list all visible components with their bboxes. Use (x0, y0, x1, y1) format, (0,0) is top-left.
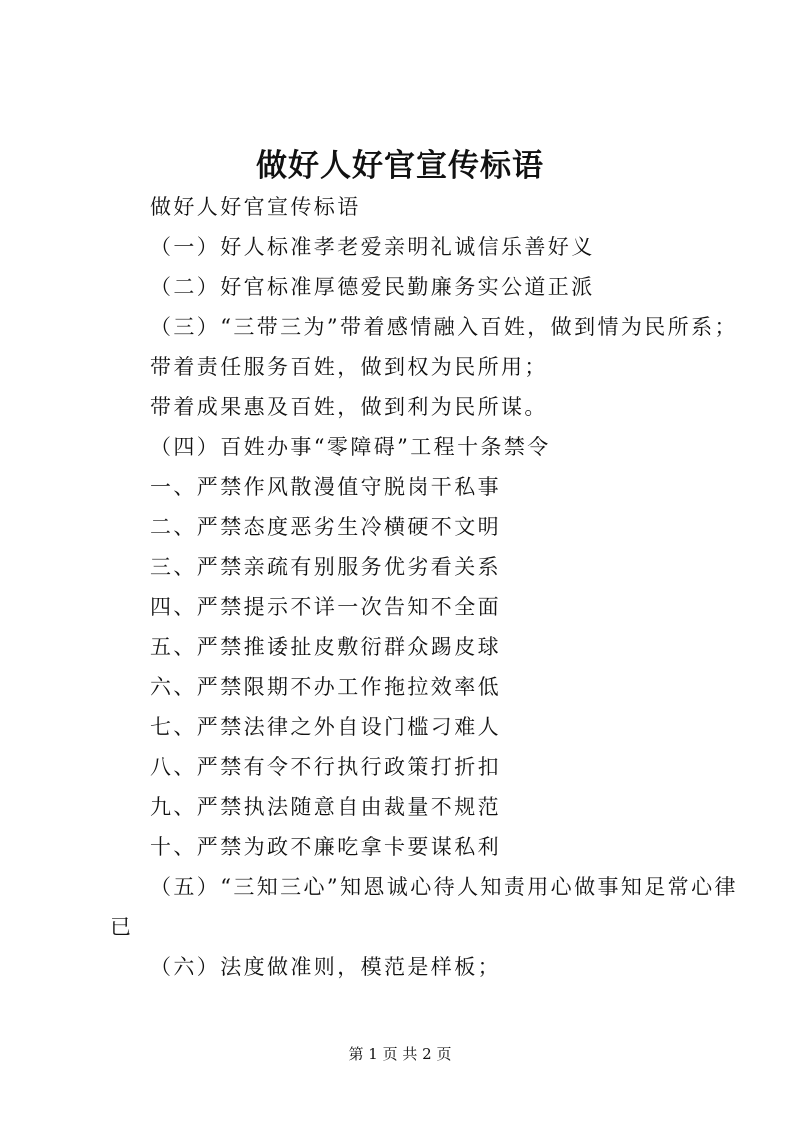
body-line-law-standard: （六）法度做准则，模范是样板； (150, 955, 501, 979)
body-line-three-knows: （五）“三知三心”知恩诚心待人知责用心做事知足常心律 (150, 875, 738, 899)
document-title: 做好人好官宣传标语 (256, 148, 544, 184)
prohibition-item-9: 九、严禁执法随意自由裁量不规范 (150, 795, 501, 819)
prohibition-item-3: 三、严禁亲疏有别服务优劣看关系 (150, 555, 501, 579)
prohibition-item-1: 一、严禁作风散漫值守脱岗干私事 (150, 475, 501, 499)
prohibition-item-5: 五、严禁推诿扯皮敷衍群众踢皮球 (150, 635, 501, 659)
body-line-results: 带着成果惠及百姓，做到利为民所谋。 (150, 395, 548, 419)
body-line-subtitle: 做好人好官宣传标语 (150, 195, 361, 219)
prohibition-item-8: 八、严禁有令不行执行政策打折扣 (150, 755, 501, 779)
prohibition-item-7: 七、严禁法律之外自设门槛刁难人 (150, 715, 501, 739)
page-footer: 第 1 页 共 2 页 (348, 1045, 452, 1063)
body-line-good-official-standard: （二）好官标准厚德爱民勤廉务实公道正派 (150, 275, 595, 299)
body-line-three-knows-continued: 已 (110, 915, 134, 939)
body-line-three-brings: （三）“三带三为”带着感情融入百姓，做到情为民所系； (150, 315, 738, 339)
body-line-good-person-standard: （一）好人标准孝老爱亲明礼诚信乐善好义 (150, 235, 595, 259)
body-line-responsibility: 带着责任服务百姓，做到权为民所用； (150, 355, 548, 379)
prohibition-item-4: 四、严禁提示不详一次告知不全面 (150, 595, 501, 619)
body-line-ten-prohibitions-heading: （四）百姓办事“零障碍”工程十条禁令 (150, 435, 551, 459)
prohibition-item-10: 十、严禁为政不廉吃拿卡要谋私利 (150, 835, 501, 859)
prohibition-item-6: 六、严禁限期不办工作拖拉效率低 (150, 675, 501, 699)
prohibition-item-2: 二、严禁态度恶劣生冷横硬不文明 (150, 515, 501, 539)
